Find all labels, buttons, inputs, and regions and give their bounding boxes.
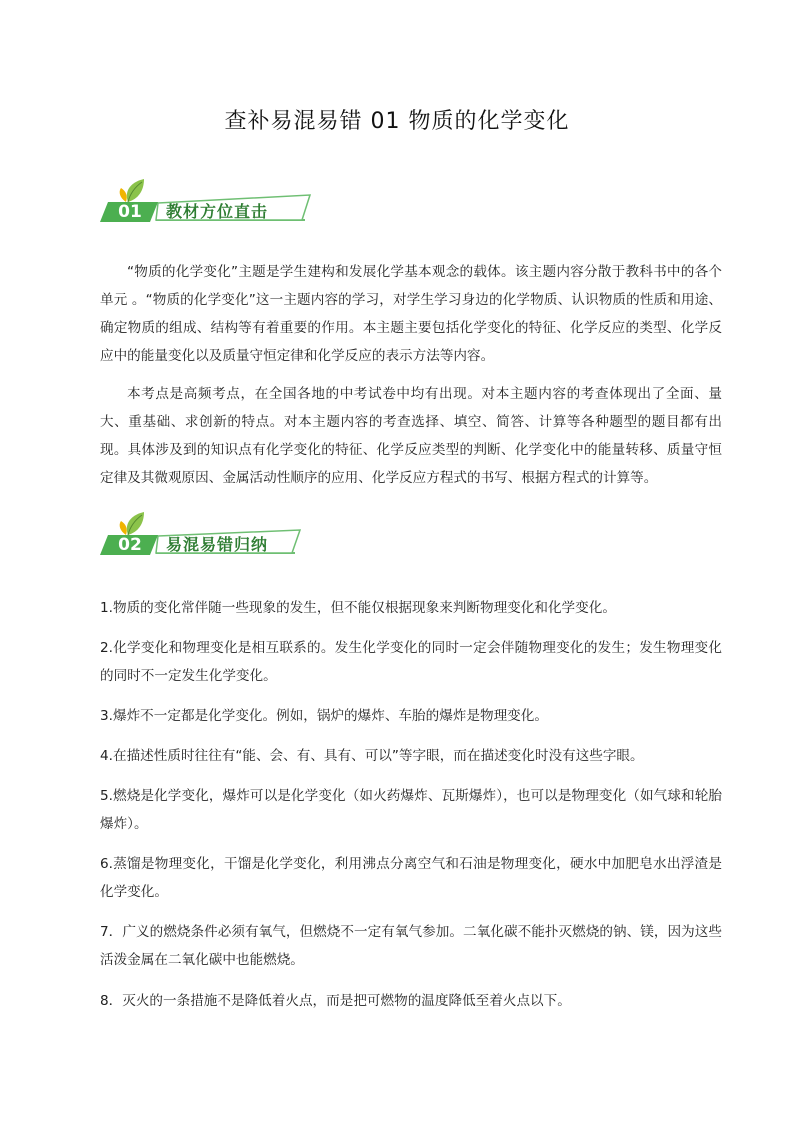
page-title: 查补易混易错 01 物质的化学变化	[224, 109, 570, 134]
list-item: 8．灭火的一条措施不是降低着火点，而是把可燃物的温度降低至着火点以下。	[100, 993, 571, 1009]
section-label: 教材方位直击	[166, 202, 269, 221]
intro-paragraph-2: 本考点是高频考点，在全国各地的中考试卷中均有出现。对本主题内容的考查体现出了全面、量大、重基础、求创新的特点。对本主题内容的考查选择、填空、简答、计算等各种题型的题目都有出现。具体涉及到的知识点有化学变化的特征、化学反应类型的判断、化学变化中的能量转移、质量守恒定律及其微观原因、金属活动性顺序的应用、化学反应方程式的书写、根据方程式的计算等。	[100, 386, 722, 486]
section-number: 01	[118, 202, 142, 222]
section-header-02	[100, 509, 320, 559]
list-item: 4.在描述性质时往往有“能、会、有、具有、可以”等字眼，而在描述变化时没有这些字眼。	[100, 748, 644, 764]
list-item: 1.物质的变化常伴随一些现象的发生，但不能仅根据现象来判断物理变化和化学变化。	[100, 600, 616, 616]
section-label: 易混易错归纳	[166, 535, 269, 554]
list-item: 5.燃烧是化学变化，爆炸可以是化学变化（如火药爆炸、瓦斯爆炸），也可以是物理变化（如气球和轮胎爆炸）。	[100, 788, 722, 832]
list-item: 7．广义的燃烧条件必须有氧气，但燃烧不一定有氧气参加。二氧化碳不能扑灭燃烧的钠、镁，因为这些活泼金属在二氧化碳中也能燃烧。	[100, 924, 722, 968]
section-header-01	[100, 176, 320, 226]
list-item: 3.爆炸不一定都是化学变化。例如，锅炉的爆炸、车胎的爆炸是物理变化。	[100, 708, 548, 724]
leaf-icon	[120, 179, 144, 202]
intro-paragraph-1: “物质的化学变化”主题是学生建构和发展化学基本观念的载体。该主题内容分散于教科书中的各个单元 。“物质的化学变化”这一主题内容的学习，对学生学习身边的化学物质、认识物质的性质和用途、确定物质的组成、结构等有着重要的作用。本主题主要包括化学变化的特征、化学反应的类型、化学反应中的能量变化以及质量守恒定律和化学反应的表示方法等内容。	[100, 264, 722, 364]
leaf-icon	[120, 512, 144, 535]
list-item: 2.化学变化和物理变化是相互联系的。发生化学变化的同时一定会伴随物理变化的发生；发生物理变化的同时不一定发生化学变化。	[100, 640, 722, 684]
list-item: 6.蒸馏是物理变化，干馏是化学变化，利用沸点分离空气和石油是物理变化，硬水中加肥皂水出浮渣是化学变化。	[100, 856, 722, 900]
section-number: 02	[118, 535, 142, 555]
